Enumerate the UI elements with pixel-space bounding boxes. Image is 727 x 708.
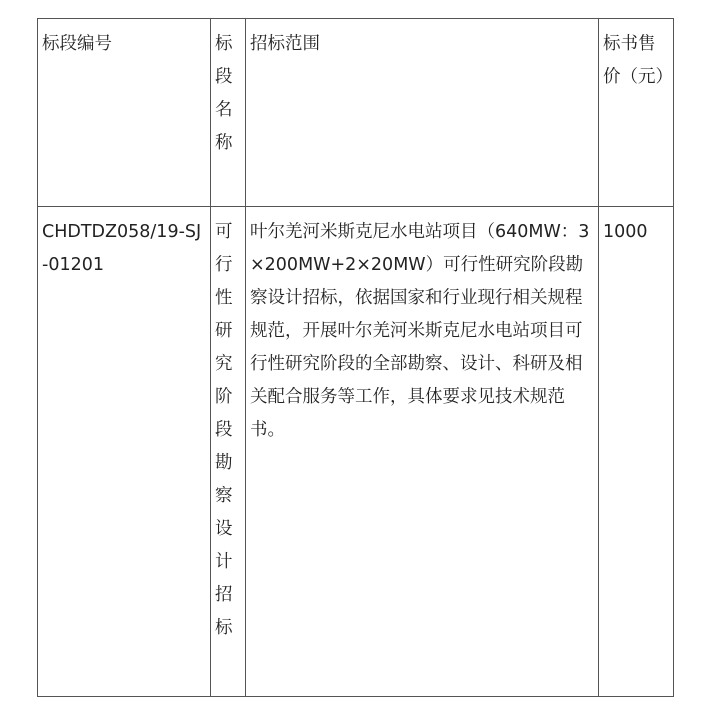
header-document-price: 标书售价（元） xyxy=(599,19,674,207)
table-row xyxy=(38,207,674,697)
header-section-code: 标段编号 xyxy=(38,19,211,207)
header-section-name: 标段名称 xyxy=(211,19,246,207)
document-price-cell: 1000 xyxy=(599,207,674,697)
header-bid-scope: 招标范围 xyxy=(246,19,599,207)
table-header-row xyxy=(38,19,674,207)
section-code-cell: CHDTDZ058/19-SJ-01201 xyxy=(38,207,211,697)
bid-scope-cell: 叶尔羌河米斯克尼水电站项目（640MW：3×200MW+2×20MW）可行性研究阶段勘察设计招标，依据国家和行业现行相关规程规范，开展叶尔羌河米斯克尼水电站项目可行性研究阶段的全部勘察、设计、科研及相关配合服务等工作，具体要求见技术规范书。 xyxy=(246,207,599,697)
section-name-cell: 可行性研究阶段勘察设计招标 xyxy=(211,207,246,697)
bid-section-table xyxy=(37,18,674,697)
